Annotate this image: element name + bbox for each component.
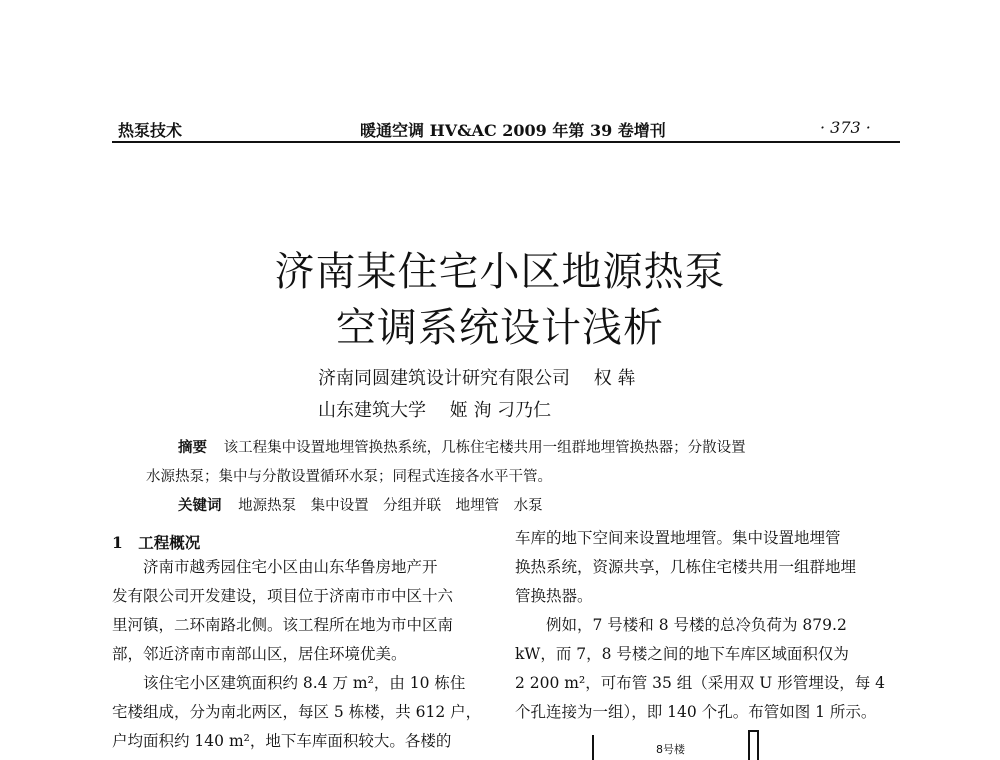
abstract-line1 (178, 436, 746, 457)
body-line: 宅楼组成，分为南北两区，每区 5 栋楼，共 612 户， (112, 703, 482, 721)
abstract-text-2: 水源热泵；集中与分散设置循环水泵；同程式连接各水平干管。 (146, 469, 552, 485)
body-line: 户均面积约 140 m²，地下车库面积较大。各楼的 (112, 732, 452, 750)
affiliation-org: 济南同圆建筑设计研究有限公司 (318, 368, 570, 389)
body-line: 管换热器。 (515, 587, 593, 605)
body-line: 例如，7 号楼和 8 号楼的总冷负荷为 879.2 (515, 616, 847, 634)
figure-boundary-top (748, 730, 759, 732)
figure-boundary-right-2 (757, 730, 759, 760)
body-line: kW，而 7，8 号楼之间的地下车库区域面积仅为 (515, 645, 849, 663)
running-header-center: 暖通空调 HV&AC 2009 年第 39 卷增刊 (360, 121, 666, 140)
abstract-text-1: 该工程集中设置地埋管换热系统，几栋住宅楼共用一组群地埋管换热器；分散设置 (223, 440, 746, 456)
left-column (112, 553, 490, 756)
page-number: · 373 · (820, 118, 871, 137)
abstract-label: 摘要 (178, 439, 207, 456)
affiliation-1 (318, 364, 635, 390)
affiliation-authors: 权 犇 (593, 368, 636, 389)
body-line: 该住宅小区建筑面积约 8.4 万 m²，由 10 栋住 (112, 674, 466, 692)
right-column (515, 524, 900, 727)
body-line: 部，邻近济南市南部山区，居住环境优美。 (112, 645, 407, 663)
body-line: 济南市越秀园住宅小区由山东华鲁房地产开 (112, 558, 438, 576)
body-line: 里河镇，二环南路北侧。该工程所在地为市中区南 (112, 616, 454, 634)
running-header-left: 热泵技术 (118, 121, 183, 140)
body-line: 换热系统，资源共享，几栋住宅楼共用一组群地埋 (515, 558, 857, 576)
affiliation-2 (318, 396, 551, 422)
section-heading: 1 工程概况 (112, 533, 201, 552)
affiliation-org: 山东建筑大学 (318, 400, 426, 421)
figure-boundary-right (748, 730, 750, 760)
keywords-text: 地源热泵 集中设置 分组并联 地埋管 水泵 (238, 498, 543, 514)
body-line: 车库的地下空间来设置地埋管。集中设置地埋管 (515, 529, 841, 547)
body-line: 2 200 m²，可布管 35 组（采用双 U 形管埋设，每 4 (515, 674, 885, 692)
figure-building-label: 8号楼 (656, 743, 685, 756)
paper-title-line1: 济南某住宅小区地源热泵 (274, 249, 726, 295)
paper-title-line2: 空调系统设计浅析 (336, 305, 664, 351)
keywords-line (178, 494, 543, 515)
affiliation-authors: 姬 洵 刁乃仁 (449, 400, 552, 421)
keywords-label: 关键词 (178, 497, 222, 514)
body-line: 个孔连接为一组），即 140 个孔。布管如图 1 所示。 (515, 703, 877, 721)
header-rule (112, 141, 900, 143)
figure-boundary-left (592, 735, 594, 760)
body-line: 发有限公司开发建设，项目位于济南市市中区十六 (112, 587, 454, 605)
